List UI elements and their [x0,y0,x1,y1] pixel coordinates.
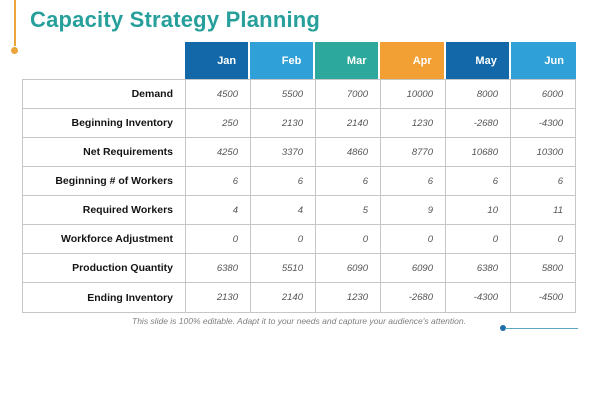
value-cell: 10300 [510,138,575,166]
value-cell: 6090 [315,254,380,282]
value-cell: 6 [185,167,250,195]
value-cell: 0 [250,225,315,253]
row-label: Production Quantity [72,262,173,274]
table-row [23,196,575,225]
value-cell: 0 [185,225,250,253]
value-cell: 0 [510,225,575,253]
value-cell: 2140 [315,109,380,137]
table-header-row [22,42,576,79]
table-corner-cell [22,42,185,79]
orange-accent-dot [11,47,18,54]
table-row [23,138,575,167]
table-row [23,283,575,312]
value-cell: 7000 [315,80,380,108]
capacity-table [22,42,576,313]
month-header-may: May [446,42,511,79]
value-cell: 2130 [250,109,315,137]
value-cell: 6380 [185,254,250,282]
divider-line [505,328,578,329]
row-label: Demand [131,88,173,100]
row-label: Net Requirements [83,146,173,158]
row-label: Beginning # of Workers [55,175,173,187]
orange-accent-line [14,0,16,46]
table-row [23,109,575,138]
value-cell: 11 [510,196,575,224]
page-title: Capacity Strategy Planning [30,7,321,32]
value-cell: -4300 [510,109,575,137]
value-cell: 0 [315,225,380,253]
month-header-jan: Jan [185,42,250,79]
value-cell: 10000 [380,80,445,108]
month-header-mar: Mar [315,42,380,79]
value-cell: -4300 [445,283,510,312]
month-header-jun: Jun [511,42,576,79]
value-cell: 6 [380,167,445,195]
value-cell: 10680 [445,138,510,166]
value-cell: 0 [445,225,510,253]
row-label: Workforce Adjustment [60,233,173,245]
value-cell: 5 [315,196,380,224]
value-cell: 6 [445,167,510,195]
table-row [23,225,575,254]
table-row [23,254,575,283]
value-cell: 8000 [445,80,510,108]
row-label: Required Workers [82,204,173,216]
value-cell: 0 [380,225,445,253]
value-cell: 5510 [250,254,315,282]
value-cell: 1230 [315,283,380,312]
row-label: Beginning Inventory [71,117,173,129]
value-cell: 6090 [380,254,445,282]
value-cell: 2130 [185,283,250,312]
month-header-apr: Apr [380,42,445,79]
value-cell: 4500 [185,80,250,108]
value-cell: 9 [380,196,445,224]
value-cell: 1230 [380,109,445,137]
value-cell: 6 [315,167,380,195]
table-body [22,79,576,313]
value-cell: 4860 [315,138,380,166]
value-cell: 5800 [510,254,575,282]
value-cell: 6 [510,167,575,195]
value-cell: 5500 [250,80,315,108]
value-cell: 4250 [185,138,250,166]
value-cell: 10 [445,196,510,224]
value-cell: 3370 [250,138,315,166]
value-cell: 2140 [250,283,315,312]
value-cell: 4 [250,196,315,224]
value-cell: 6380 [445,254,510,282]
value-cell: -4500 [510,283,575,312]
value-cell: 250 [185,109,250,137]
value-cell: 4 [185,196,250,224]
footer-note: This slide is 100% editable. Adapt it to your needs and capture your audience's attention. [132,316,466,326]
value-cell: -2680 [380,283,445,312]
value-cell: 6000 [510,80,575,108]
month-header-feb: Feb [250,42,315,79]
table-row [23,167,575,196]
value-cell: -2680 [445,109,510,137]
row-label: Ending Inventory [87,291,173,304]
value-cell: 6 [250,167,315,195]
value-cell: 8770 [380,138,445,166]
table-row [23,80,575,109]
